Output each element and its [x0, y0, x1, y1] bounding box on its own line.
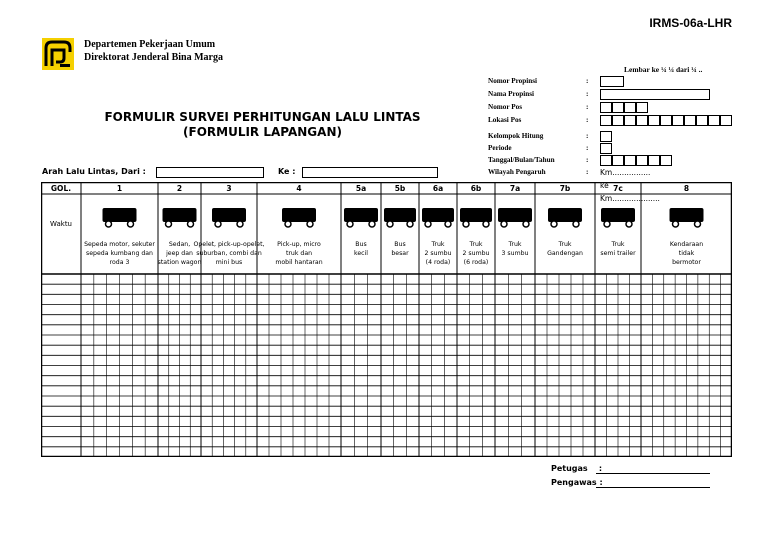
department-heading: [84, 38, 223, 64]
info-value: Km................ ke Km....................: [600, 168, 660, 203]
small-bus-icon: [344, 208, 378, 227]
sedan-icon: [163, 208, 197, 227]
info-input-box[interactable]: [600, 76, 624, 87]
gol-header: GOL.: [50, 184, 72, 193]
info-input-box[interactable]: [600, 102, 612, 113]
info-input-box[interactable]: [696, 115, 708, 126]
column-header-7a: 7a: [509, 184, 521, 193]
column-desc-6b: 2 sumbu: [462, 250, 490, 257]
info-input-box[interactable]: [636, 115, 648, 126]
minibus-icon: [212, 208, 246, 227]
truck-trailer-icon: [548, 208, 582, 227]
info-input-box[interactable]: [612, 155, 624, 166]
truck-2axle-4wheel-icon: [422, 208, 454, 227]
column-desc-3: mini bus: [215, 259, 243, 266]
count-table: [41, 182, 732, 457]
info-colon: :: [586, 77, 589, 85]
department-name: Departemen Pekerjaan Umum: [84, 39, 216, 50]
form-title: [90, 110, 435, 140]
info-colon: :: [586, 156, 589, 164]
info-input-box[interactable]: [648, 115, 660, 126]
info-input-box[interactable]: [624, 102, 636, 113]
column-desc-3: suburban, combi dan: [196, 250, 262, 257]
count-grid[interactable]: [41, 182, 732, 457]
column-desc-4: truk dan: [285, 250, 313, 257]
column-header-7b: 7b: [559, 184, 571, 193]
info-input-box[interactable]: [720, 115, 732, 126]
column-desc-6a: 2 sumbu: [424, 250, 452, 257]
petugas-signature-line[interactable]: [596, 473, 710, 474]
petugas-row: Petugas :: [551, 464, 603, 473]
large-bus-icon: [384, 208, 416, 227]
column-header-6a: 6a: [432, 184, 444, 193]
column-desc-7b: Truk: [558, 241, 572, 248]
signature-block: [551, 462, 603, 490]
column-desc-2: jeep dan: [166, 250, 193, 257]
column-desc-6b: (6 roda): [463, 259, 489, 266]
column-header-2: 2: [176, 184, 183, 193]
motorcycle-icon: [103, 208, 137, 227]
pengawas-row: Pengawas :: [551, 478, 603, 487]
info-label: Lokasi Pos: [488, 116, 522, 124]
column-desc-8: bermotor: [672, 259, 701, 266]
info-input-box[interactable]: [600, 143, 612, 154]
column-desc-7c: semi trailer: [600, 250, 636, 257]
column-desc-2: Sedan,: [168, 241, 191, 248]
info-input-box[interactable]: [660, 155, 672, 166]
column-desc-5a: Bus: [355, 241, 367, 248]
info-colon: :: [586, 103, 589, 111]
info-label: Periode: [488, 144, 512, 152]
column-desc-5b: besar: [391, 250, 409, 257]
column-header-6b: 6b: [470, 184, 482, 193]
info-input-box[interactable]: [636, 155, 648, 166]
column-header-5b: 5b: [394, 184, 406, 193]
info-input-box[interactable]: [660, 115, 672, 126]
column-desc-7b: Gandengan: [547, 250, 583, 257]
direction-from-input[interactable]: [156, 167, 264, 178]
column-desc-1: sepeda kumbang dan: [86, 250, 153, 257]
info-input-box[interactable]: [708, 115, 720, 126]
column-header-7c: 7c: [613, 184, 623, 193]
directorate-name: Direktorat Jenderal Bina Marga: [84, 52, 223, 63]
column-desc-4: Pick-up, micro: [277, 241, 321, 248]
column-desc-5b: Bus: [394, 241, 406, 248]
info-input-box[interactable]: [612, 115, 624, 126]
direction-to-label: Ke :: [278, 167, 296, 176]
pengawas-label: Pengawas: [551, 478, 597, 487]
truck-3axle-icon: [498, 208, 532, 227]
column-header-5a: 5a: [355, 184, 367, 193]
form-title-line1: FORMULIR SURVEI PERHITUNGAN LALU LINTAS: [104, 110, 421, 124]
info-label: Nama Propinsi: [488, 90, 534, 98]
column-desc-1: roda 3: [109, 259, 130, 266]
direction-to-input[interactable]: [302, 167, 438, 178]
info-input-box[interactable]: [684, 115, 696, 126]
ministry-logo-icon: [42, 38, 74, 70]
petugas-label: Petugas: [551, 464, 588, 473]
direction-from-label: Arah Lalu Lintas, Dari :: [42, 167, 146, 176]
column-desc-8: Kendaraan: [669, 241, 704, 248]
truck-2axle-6wheel-icon: [460, 208, 492, 227]
info-label: Kelompok Hitung: [488, 132, 544, 140]
info-colon: :: [586, 90, 589, 98]
sheet-number: Lembar ke ¼ ¼ dari ¼ ..: [624, 65, 703, 74]
info-input-box[interactable]: [612, 102, 624, 113]
column-desc-6a: Truk: [431, 241, 445, 248]
info-label: Tanggal/Bulan/Tahun: [488, 156, 555, 164]
column-desc-7a: Truk: [508, 241, 522, 248]
form-code: IRMS-06a-LHR: [649, 16, 732, 30]
column-desc-5a: kecil: [353, 250, 369, 257]
column-header-1: 1: [116, 184, 123, 193]
info-input-box[interactable]: [600, 115, 612, 126]
info-input-box[interactable]: [636, 102, 648, 113]
info-colon: :: [586, 168, 589, 176]
info-input-box[interactable]: [600, 89, 710, 100]
waktu-label: Waktu: [50, 220, 72, 228]
column-header-8: 8: [683, 184, 690, 193]
info-label: Wilayah Pengaruh: [488, 168, 546, 176]
column-desc-4: mobil hantaran: [275, 259, 323, 266]
column-desc-7c: Truk: [611, 241, 625, 248]
column-desc-7a: 3 sumbu: [501, 250, 529, 257]
semi-trailer-icon: [601, 208, 635, 227]
info-input-box[interactable]: [600, 131, 612, 142]
info-input-box[interactable]: [600, 155, 612, 166]
column-desc-6b: Truk: [469, 241, 483, 248]
column-desc-3: Opelet, pick-up-opelet,: [193, 241, 265, 248]
info-colon: :: [586, 132, 589, 140]
bicycle-cart-icon: [670, 208, 704, 227]
info-colon: :: [586, 144, 589, 152]
form-title-line2: (FORMULIR LAPANGAN): [183, 125, 342, 139]
info-label: Nomor Pos: [488, 103, 523, 111]
column-desc-6a: (4 roda): [425, 259, 451, 266]
info-input-box[interactable]: [648, 155, 660, 166]
info-label: Nomor Propinsi: [488, 77, 538, 85]
info-input-box[interactable]: [624, 155, 636, 166]
info-colon: :: [586, 116, 589, 124]
column-header-4: 4: [296, 184, 302, 193]
info-input-box[interactable]: [624, 115, 636, 126]
column-header-3: 3: [226, 184, 232, 193]
pengawas-signature-line[interactable]: [596, 487, 710, 488]
info-input-box[interactable]: [672, 115, 684, 126]
column-desc-8: tidak: [678, 250, 695, 257]
column-desc-1: Sepeda motor, sekuter: [84, 241, 155, 248]
column-desc-2: station wagon: [157, 259, 202, 266]
pickup-icon: [282, 208, 316, 227]
